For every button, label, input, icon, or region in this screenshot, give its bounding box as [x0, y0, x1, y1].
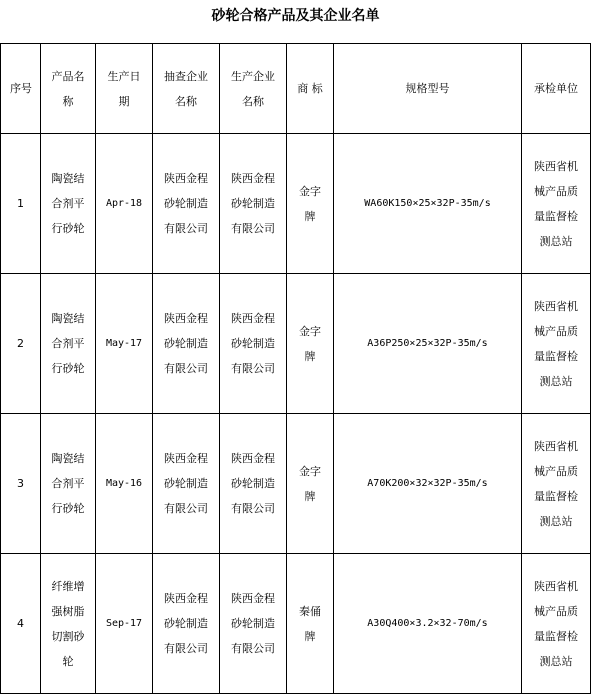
header-maker: 生产企业名称	[220, 44, 287, 134]
cell-date: Sep-17	[96, 554, 153, 694]
cell-inspector: 陕西省机械产品质量监督检测总站	[522, 274, 591, 414]
cell-product: 陶瓷结合剂平行砂轮	[41, 274, 96, 414]
cell-checked-company: 陕西金程砂轮制造有限公司	[153, 274, 220, 414]
cell-brand: 金字牌	[287, 134, 334, 274]
cell-spec: A30Q400×3.2×32-70m/s	[334, 554, 522, 694]
header-date: 生产日期	[96, 44, 153, 134]
cell-maker: 陕西金程砂轮制造有限公司	[220, 274, 287, 414]
cell-product: 陶瓷结合剂平行砂轮	[41, 414, 96, 554]
cell-date: May-16	[96, 414, 153, 554]
cell-spec: WA60K150×25×32P-35m/s	[334, 134, 522, 274]
cell-no: 2	[1, 274, 41, 414]
header-brand: 商 标	[287, 44, 334, 134]
document-title: 砂轮合格产品及其企业名单	[211, 8, 380, 24]
header-spec: 规格型号	[334, 44, 522, 134]
cell-checked-company: 陕西金程砂轮制造有限公司	[153, 414, 220, 554]
cell-no: 3	[1, 414, 41, 554]
table-row	[1, 134, 591, 274]
cell-brand: 金字牌	[287, 274, 334, 414]
cell-maker: 陕西金程砂轮制造有限公司	[220, 134, 287, 274]
cell-product: 纤维增强树脂切割砂轮	[41, 554, 96, 694]
header-inspector: 承检单位	[522, 44, 591, 134]
cell-inspector: 陕西省机械产品质量监督检测总站	[522, 554, 591, 694]
cell-checked-company: 陕西金程砂轮制造有限公司	[153, 134, 220, 274]
cell-brand: 秦俑牌	[287, 554, 334, 694]
cell-brand: 金字牌	[287, 414, 334, 554]
header-row	[1, 44, 591, 134]
header-product: 产品名称	[41, 44, 96, 134]
cell-product: 陶瓷结合剂平行砂轮	[41, 134, 96, 274]
table-row	[1, 414, 591, 554]
cell-inspector: 陕西省机械产品质量监督检测总站	[522, 414, 591, 554]
table-row	[1, 274, 591, 414]
header-no: 序号	[1, 44, 41, 134]
cell-maker: 陕西金程砂轮制造有限公司	[220, 554, 287, 694]
cell-checked-company: 陕西金程砂轮制造有限公司	[153, 554, 220, 694]
header-checked-company: 抽查企业名称	[153, 44, 220, 134]
product-table	[0, 43, 591, 694]
cell-inspector: 陕西省机械产品质量监督检测总站	[522, 134, 591, 274]
cell-spec: A36P250×25×32P-35m/s	[334, 274, 522, 414]
table-row	[1, 554, 591, 694]
cell-date: May-17	[96, 274, 153, 414]
cell-no: 4	[1, 554, 41, 694]
cell-no: 1	[1, 134, 41, 274]
cell-spec: A70K200×32×32P-35m/s	[334, 414, 522, 554]
cell-maker: 陕西金程砂轮制造有限公司	[220, 414, 287, 554]
cell-date: Apr-18	[96, 134, 153, 274]
